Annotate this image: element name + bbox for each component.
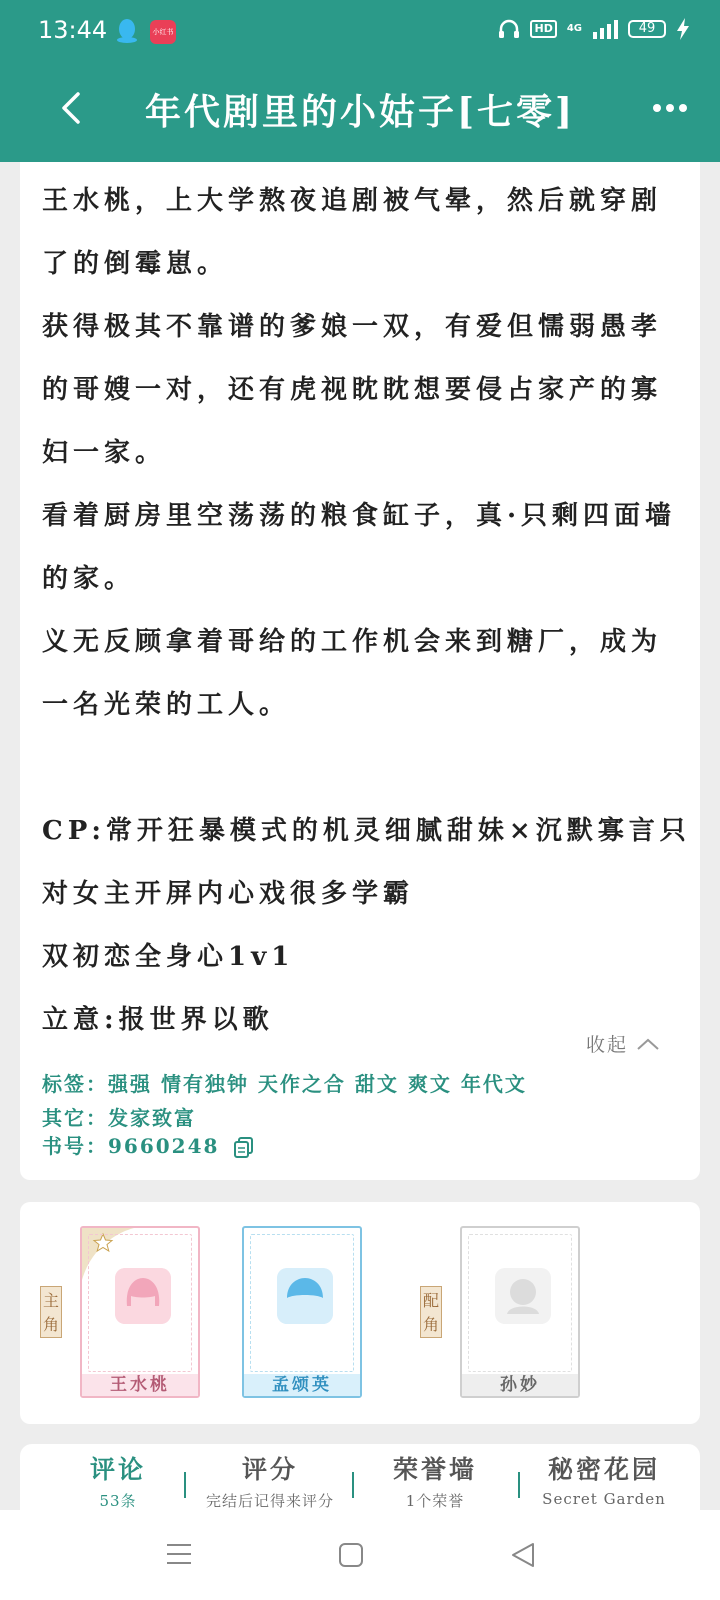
- characters-card: [20, 1202, 700, 1424]
- network-label: 4G: [566, 23, 582, 34]
- tags-label: 标签：: [42, 1072, 108, 1096]
- tab-subtitle: Secret Garden: [542, 1490, 666, 1508]
- synopsis-paragraph: 双初恋全身心1v1: [42, 942, 295, 972]
- avatar: [115, 1268, 171, 1324]
- signal-icon: [592, 19, 618, 39]
- synopsis-paragraph: 立意:报世界以歌: [42, 1005, 274, 1035]
- xiaohongshu-icon: 小红书: [150, 20, 176, 44]
- tab-title: 秘密花园: [547, 1455, 660, 1484]
- synopsis-paragraph: 看着厨房里空荡荡的粮食缸子，真·只剩四面墙的家。: [42, 501, 677, 594]
- tab-rating[interactable]: [190, 1450, 350, 1511]
- chevron-up-icon: [636, 1037, 660, 1051]
- status-bar: [0, 0, 720, 64]
- book-number-label: 书号：: [42, 1134, 108, 1158]
- tab-subtitle: 1个荣誉: [405, 1492, 465, 1510]
- system-nav-bar: [0, 1510, 720, 1600]
- home-icon[interactable]: [338, 1542, 364, 1568]
- synopsis-paragraph: 义无反顾拿着哥给的工作机会来到糖厂，成为一名光荣的工人。: [42, 627, 663, 720]
- character-name: 孙妙: [462, 1374, 578, 1396]
- synopsis-text: [42, 170, 692, 1052]
- tab-title: 荣誉墙: [392, 1455, 477, 1484]
- other-value: 发家致富: [108, 1106, 196, 1130]
- other-label: 其它：: [42, 1106, 108, 1130]
- synopsis-paragraph: 王水桃，上大学熬夜追剧被气晕，然后就穿剧了的倒霉崽。: [42, 186, 663, 279]
- tab-honor-wall[interactable]: [360, 1450, 510, 1511]
- hd-badge: HD: [530, 20, 556, 38]
- qq-icon: [116, 18, 138, 44]
- synopsis-card: [20, 162, 700, 1180]
- copy-icon[interactable]: [234, 1137, 254, 1159]
- charging-icon: [676, 18, 690, 40]
- synopsis-paragraph: 获得极其不靠谱的爹娘一双，有爱但懦弱愚孝的哥嫂一对，还有虎视眈眈想要侵占家产的寡妇一家。: [42, 312, 663, 468]
- support-role-label: 配角: [420, 1286, 442, 1338]
- tab-subtitle: 完结后记得来评分: [205, 1492, 334, 1510]
- character-card[interactable]: [242, 1226, 362, 1398]
- tags-row: [42, 1068, 527, 1097]
- avatar: [495, 1268, 551, 1324]
- tab-secret-garden[interactable]: [530, 1450, 678, 1508]
- collapse-button[interactable]: [586, 1030, 660, 1057]
- battery-indicator: 49: [628, 20, 666, 38]
- tab-title: 评论: [89, 1455, 146, 1484]
- book-number-value: 9660248: [108, 1134, 220, 1158]
- tab-subtitle: 53条: [99, 1492, 137, 1510]
- character-card[interactable]: [80, 1226, 200, 1398]
- character-card[interactable]: [460, 1226, 580, 1398]
- status-icons: [498, 18, 690, 40]
- back-triangle-icon[interactable]: [510, 1541, 536, 1569]
- headphones-icon: [498, 19, 520, 39]
- character-name: 孟颂英: [244, 1374, 360, 1396]
- menu-icon[interactable]: [166, 1542, 192, 1566]
- book-number-row: [42, 1130, 254, 1159]
- app-header: [0, 0, 720, 162]
- collapse-label: 收起: [585, 1034, 628, 1056]
- character-name: 王水桃: [82, 1374, 198, 1396]
- avatar: [277, 1268, 333, 1324]
- other-row: [42, 1102, 196, 1131]
- synopsis-paragraph: CP:常开狂暴模式的机灵细腻甜妹×沉默寡言只对女主开屏内心戏很多学霸: [42, 816, 691, 909]
- status-time: 13:44: [38, 16, 108, 44]
- main-role-label: 主角: [40, 1286, 62, 1338]
- tags-value[interactable]: 强强 情有独钟 天作之合 甜文 爽文 年代文: [108, 1072, 527, 1096]
- tab-comments[interactable]: [54, 1450, 182, 1511]
- tab-title: 评分: [241, 1455, 298, 1484]
- book-title: 年代剧里的小姑子[七零]: [144, 91, 576, 133]
- more-options-button[interactable]: [652, 100, 688, 116]
